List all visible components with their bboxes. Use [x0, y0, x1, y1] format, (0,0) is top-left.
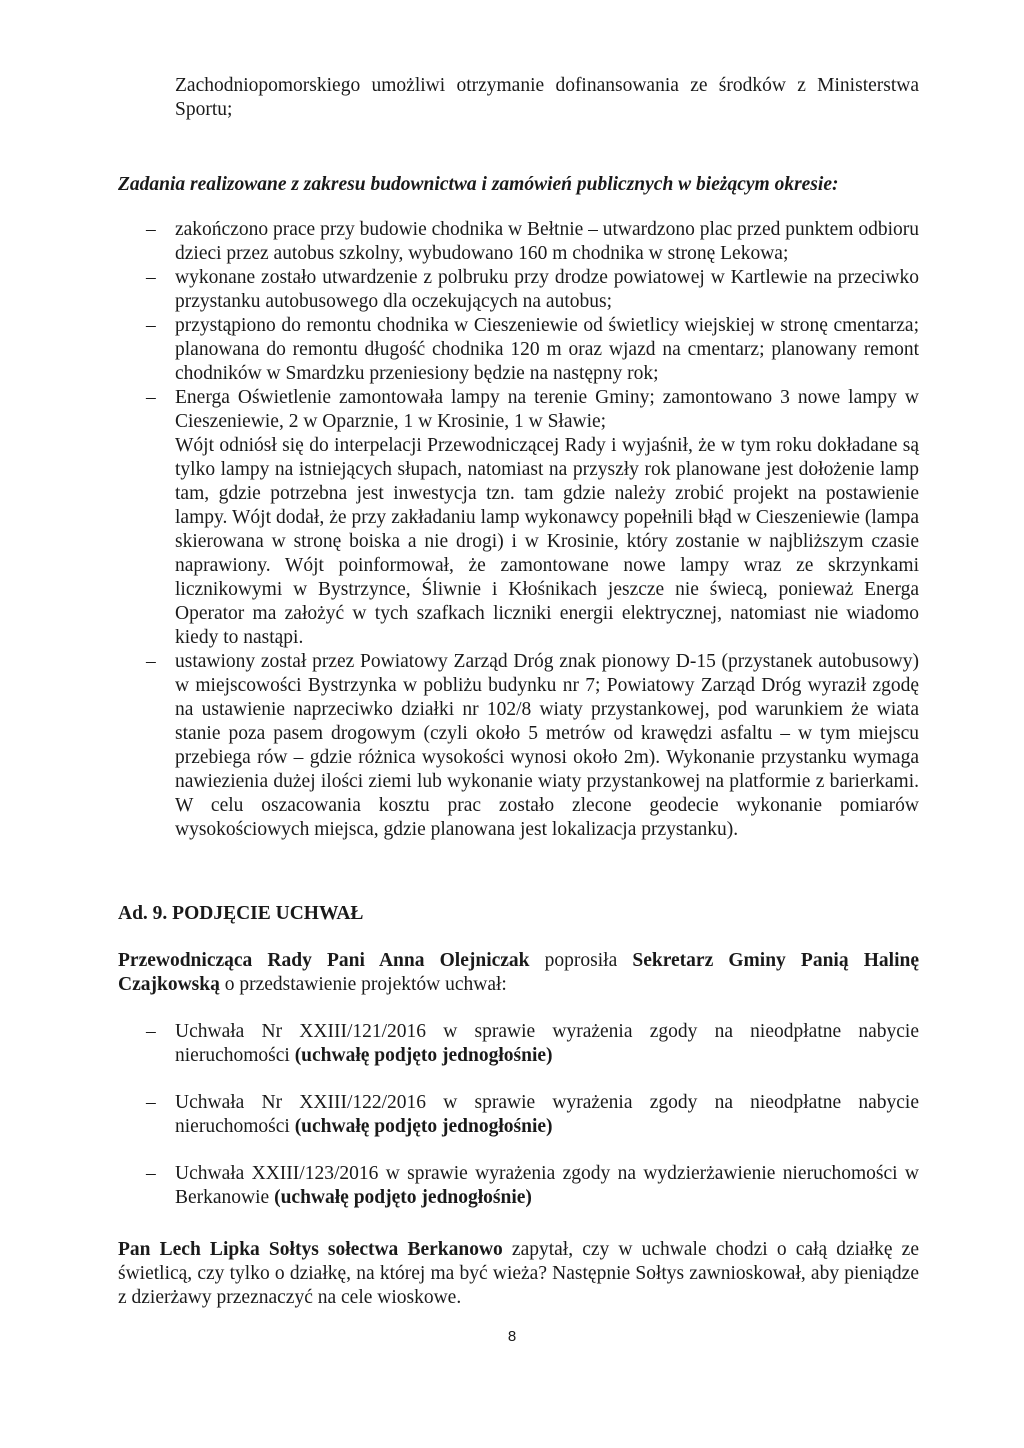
list-item: – zakończono prace przy budowie chodnika w Bełtnie – utwardzono plac przed punktem odbioru dzieci przez autobus szkolny, wybudowano 160 m chodnika w stronę Lekowa; [146, 219, 919, 264]
list-item: – Uchwała Nr XXIII/121/2016 w sprawie wyrażenia zgody na nieodpłatne nabycie nieruchomości (uchwałę podjęto jednogłośnie) [146, 1021, 919, 1066]
dash-bullet: – [146, 1092, 156, 1113]
closing-paragraph: Pan Lech Lipka Sołtys sołectwa Berkanowo zapytał, czy w uchwale chodzi o całą działkę ze świetlicą, czy tylko o działkę, na której ma być wieża? Następnie Sołtys zawnioskował, aby pieniądze z dzierżawy przeznaczyć na cele wioskowe. [118, 1239, 919, 1308]
list-item: – wykonane zostało utwardzenie z polbruku przy drodze powiatowej w Kartlewie na przeciwko przystanku autobusowego dla oczekujących na autobus; [146, 267, 919, 312]
tasks-heading: Zadania realizowane z zakresu budownictwa i zamówień publicznych w bieżącym okresie: [118, 174, 839, 195]
list-item: – przystąpiono do remontu chodnika w Cieszeniewie od świetlicy wiejskiej w stronę cmentarza; planowana do remontu długość chodnika 120 m oraz wjazd na cmentarz; planowany remont chodników w Smardzku przeniesiony będzie na następny rok; [146, 315, 919, 384]
dash-bullet: – [146, 1163, 156, 1184]
page-number: 8 [507, 1328, 517, 1345]
resolutions-request: Przewodnicząca Rady Pani Anna Olejniczak poprosiła Sekretarz Gminy Panią Halinę Czajkowską o przedstawienie projektów uchwał: [118, 950, 919, 995]
wojt-note: Wójt odniósł się do interpelacji Przewodniczącej Rady i wyjaśnił, że w tym roku dokładane są tylko lampy na istniejących słupach, natomiast na przyszły rok planowane jest dołożenie lamp tam, gdzie potrzebna jest inwestycja tzn. tam gdzie należy zrobić projekt na postawienie lampy. Wójt dodał, że przy zakładaniu lamp wykonawcy popełnili błąd w Cieszeniewie (lampa skierowana w stronę boiska a nie drogi) i w Krosinie, który zostanie w najbliższym czasie naprawiony. Wójt poinformował, że zamontowane nowe lampy wraz ze skrzynkami licznikowymi w Bystrzynce, Śliwnie i Kłośnikach jeszcze nie świecą, ponieważ Energa Operator ma założyć w tych szafkach liczniki energii elektrycznej, natomiast nie wiadomo kiedy to nastąpi. [175, 435, 919, 648]
list-item: – Uchwała Nr XXIII/122/2016 w sprawie wyrażenia zgody na nieodpłatne nabycie nieruchomości (uchwałę podjęto jednogłośnie) [146, 1092, 919, 1137]
tasks-list [118, 218, 919, 842]
dash-bullet: – [146, 651, 156, 672]
resolutions-heading: Ad. 9. PODJĘCIE UCHWAŁ [118, 903, 364, 924]
resolutions-list [118, 1020, 919, 1210]
list-item: – ustawiony został przez Powiatowy Zarząd Dróg znak pionowy D-15 (przystanek autobusowy) w miejscowości Bystrzynka w pobliżu budynku nr 7; Powiatowy Zarząd Dróg wyraził zgodę na ustawienie naprzeciwko działki nr 102/8 wiaty przystankowej, pod warunkiem że wiata stanie poza pasem drogowym (czyli około 5 metrów od krawędzi asfaltu – w tym miejscu przebiega rów – gdzie różnica wysokości wynosi około 2m). Wykonanie przystanku wymaga nawiezienia dużej ilości ziemi lub wykonanie wiaty przystankowej na platformie z barierkami. W celu oszacowania kosztu prac zostało zlecone geodecie wykonanie pomiarów wysokościowych miejsca, gdzie planowana jest lokalizacja przystanku). [146, 651, 919, 840]
dash-bullet: – [146, 387, 156, 408]
dash-bullet: – [146, 315, 156, 336]
intro-paragraph: Zachodniopomorskiego umożliwi otrzymanie dofinansowania ze środków z Ministerstwa Sportu; [175, 75, 919, 120]
list-item: – Uchwała XXIII/123/2016 w sprawie wyrażenia zgody na wydzierżawienie nieruchomości w Berkanowie (uchwałę podjęto jednogłośnie) [146, 1163, 919, 1208]
dash-bullet: – [146, 219, 156, 240]
list-item: – Energa Oświetlenie zamontowała lampy na terenie Gminy; zamontowano 3 nowe lampy w Cieszeniewie, 2 w Oparznie, 1 w Krosinie, 1 w Sławie; Wójt odniósł się do interpelacji Przewodniczącej Rady i wyjaśnił, że w tym roku dokładane są tylko lampy na istniejących słupach, natomiast na przyszły rok planowane jest dołożenie lamp tam, gdzie potrzebna jest inwestycja tzn. tam gdzie należy zrobić projekt na postawienie lampy. Wójt dodał, że przy zakładaniu lamp wykonawcy popełnili błąd w Cieszeniewie (lampa skierowana w stronę boiska a nie drogi) i w Krosinie, który zostanie w najbliższym czasie naprawiony. Wójt poinformował, że zamontowane nowe lampy wraz ze skrzynkami licznikowymi w Bystrzynce, Śliwnie i Kłośnikach jeszcze nie świecą, ponieważ Energa Operator ma założyć w tych szafkach liczniki energii elektrycznej, natomiast nie wiadomo kiedy to nastąpi. [146, 387, 919, 648]
dash-bullet: – [146, 1021, 156, 1042]
dash-bullet: – [146, 267, 156, 288]
